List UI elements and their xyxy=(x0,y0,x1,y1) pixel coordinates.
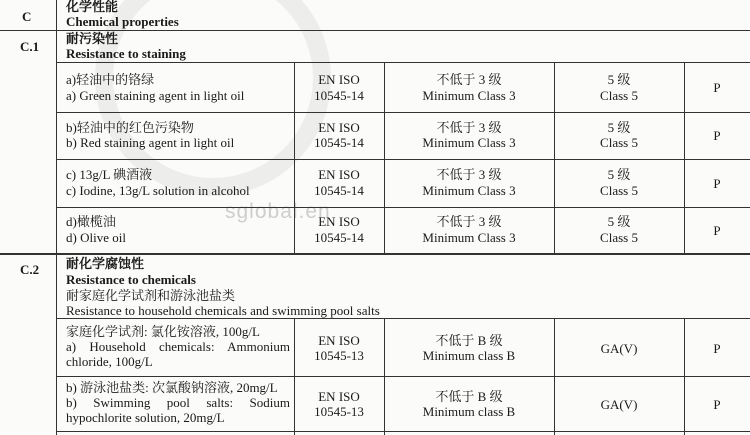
test-item-cn: 家庭化学试剂: 氯化铵溶液, 100g/L xyxy=(66,324,260,339)
test-standard: EN ISO xyxy=(318,167,360,182)
rule xyxy=(56,62,750,63)
section-title-cn: 耐化学腐蚀性 xyxy=(66,256,145,271)
section-title-cn: 耐污染性 xyxy=(66,31,119,46)
rule xyxy=(56,112,750,113)
requirement-cn: 不低于 B 级 xyxy=(435,389,503,404)
result-en: Class 5 xyxy=(600,183,638,198)
watermark-text: sglobal.en xyxy=(225,200,331,223)
result-cn: 5 级 xyxy=(607,214,631,229)
rule xyxy=(56,0,57,435)
section-code: C.2 xyxy=(20,262,40,277)
subsection-title-en: Resistance to household chemicals and swimming pool salts xyxy=(66,303,380,318)
test-item-cn: b)轻油中的红色污染物 xyxy=(66,120,194,135)
test-standard: EN ISO xyxy=(318,214,360,229)
section-code: C xyxy=(22,9,32,24)
rule xyxy=(0,253,750,255)
test-item-en: b) Red staining agent in light oil xyxy=(66,135,235,150)
verdict: P xyxy=(713,223,721,238)
test-standard-number: 10545-14 xyxy=(314,88,364,103)
requirement-cn: 不低于 3 级 xyxy=(436,72,502,87)
test-item-cn: c) 13g/L 碘酒液 xyxy=(66,167,153,182)
result-cn: 5 级 xyxy=(607,167,631,182)
requirement-en: Minimum Class 3 xyxy=(422,135,516,150)
rule xyxy=(554,318,555,435)
test-standard: EN ISO xyxy=(318,389,360,404)
requirement-en: Minimum class B xyxy=(422,348,516,363)
requirement-cn: 不低于 B 级 xyxy=(435,333,503,348)
test-standard-number: 10545-14 xyxy=(314,135,364,150)
rule xyxy=(56,318,750,319)
test-item-en: a) Green staining agent in light oil xyxy=(66,88,245,103)
test-item-en: d) Olive oil xyxy=(66,230,126,245)
result: GA(V) xyxy=(600,341,638,356)
result-en: Class 5 xyxy=(600,135,638,150)
verdict: P xyxy=(713,128,721,143)
test-standard: EN ISO xyxy=(318,333,360,348)
test-item-cn: d)橄榄油 xyxy=(66,214,116,229)
test-item-cn: a)轻油中的铬绿 xyxy=(66,72,155,87)
result-en: Class 5 xyxy=(600,230,638,245)
requirement-cn: 不低于 3 级 xyxy=(436,214,502,229)
test-item-en: c) Iodine, 13g/L solution in alcohol xyxy=(66,183,250,198)
result-en: Class 5 xyxy=(600,88,638,103)
test-item-en: a) Household chemicals: Ammonium chloride, 100g/L xyxy=(66,339,290,369)
section-title-cn: 化学性能 xyxy=(66,0,119,14)
rule xyxy=(56,159,750,160)
verdict: P xyxy=(713,80,721,95)
result-cn: 5 级 xyxy=(607,120,631,135)
requirement-cn: 不低于 3 级 xyxy=(436,120,502,135)
rule xyxy=(684,318,685,435)
test-standard-number: 10545-14 xyxy=(314,183,364,198)
rule xyxy=(56,376,750,377)
rule xyxy=(56,431,750,432)
requirement-en: Minimum class B xyxy=(422,404,516,419)
section-code: C.1 xyxy=(20,39,40,54)
test-standard-number: 10545-13 xyxy=(314,348,364,363)
requirement-en: Minimum Class 3 xyxy=(422,230,516,245)
verdict: P xyxy=(713,397,721,412)
test-standard: EN ISO xyxy=(318,120,360,135)
result-cn: 5 级 xyxy=(607,72,631,87)
section-title-en: Chemical properties xyxy=(66,14,179,29)
requirement-en: Minimum Class 3 xyxy=(422,183,516,198)
test-standard-number: 10545-14 xyxy=(314,230,364,245)
section-title-en: Resistance to chemicals xyxy=(66,272,196,287)
verdict: P xyxy=(713,176,721,191)
requirement-en: Minimum Class 3 xyxy=(422,88,516,103)
rule xyxy=(56,207,750,208)
result: GA(V) xyxy=(600,397,638,412)
section-title-en: Resistance to staining xyxy=(66,46,186,61)
verdict: P xyxy=(713,341,721,356)
subsection-title-cn: 耐家庭化学试剂和游泳池盐类 xyxy=(66,288,236,303)
test-item-cn: b) 游泳池盐类: 次氯酸钠溶液, 20mg/L xyxy=(66,380,278,395)
test-standard: EN ISO xyxy=(318,72,360,87)
requirement-cn: 不低于 3 级 xyxy=(436,167,502,182)
test-item-en: b) Swimming pool salts: Sodium hypochlorite solution, 20mg/L xyxy=(66,395,290,425)
test-standard-number: 10545-13 xyxy=(314,404,364,419)
